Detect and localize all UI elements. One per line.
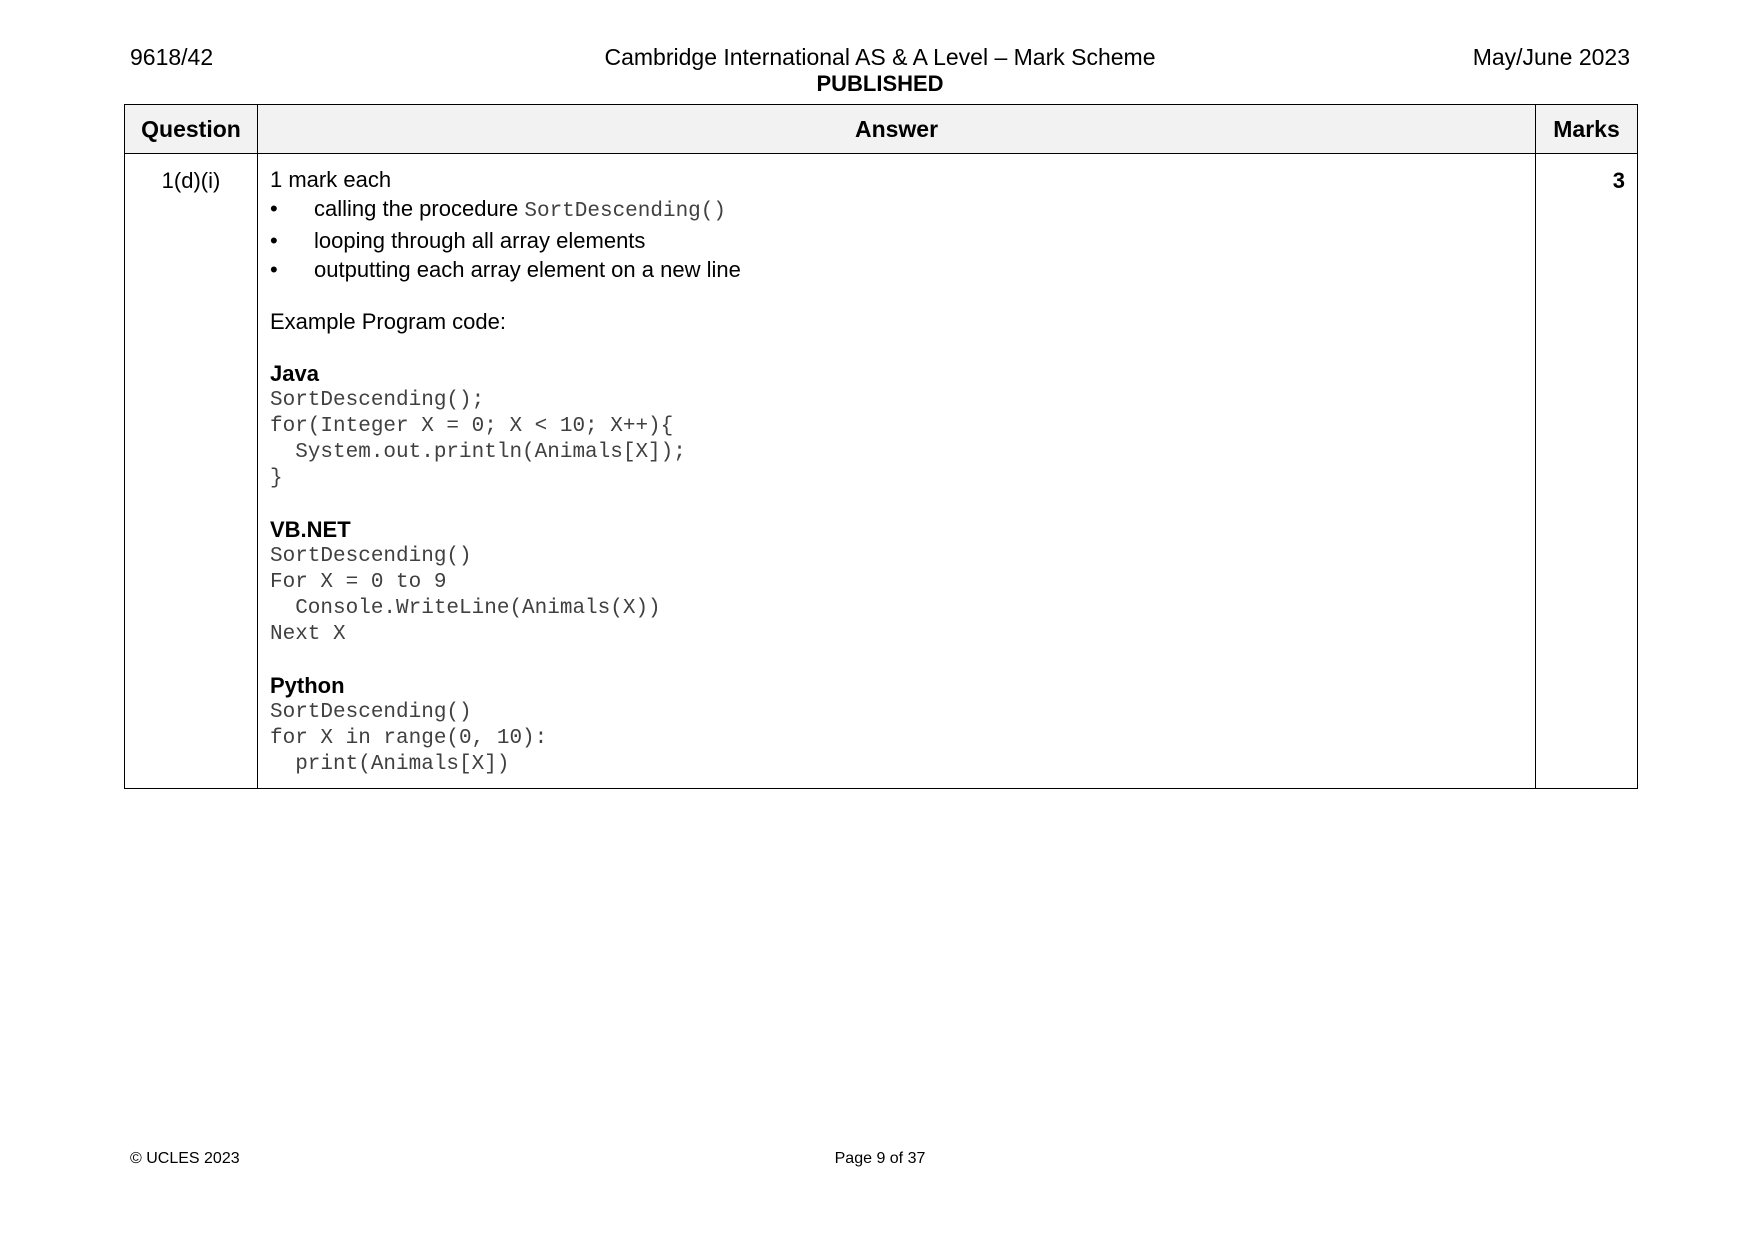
document-title: Cambridge International AS & A Level – Mark Scheme — [604, 44, 1156, 70]
marking-points-list — [270, 194, 1523, 284]
java-heading: Java — [270, 361, 319, 386]
vbnet-code-block: SortDescending() For X = 0 to 9 Console.WriteLine(Animals(X)) Next X — [270, 545, 661, 646]
python-code-block: SortDescending() for X in range(0, 10): print(Animals[X]) — [270, 701, 548, 776]
marking-point-text: outputting each array element on a new line — [314, 257, 741, 282]
answer-column-header: Answer — [258, 105, 1536, 154]
marking-point-code: SortDescending() — [524, 200, 726, 223]
page-header — [130, 44, 1630, 104]
page-number: Page 9 of 37 — [834, 1150, 926, 1167]
marking-point — [270, 194, 1523, 226]
python-heading: Python — [270, 673, 345, 698]
marks-value: 3 — [1536, 154, 1638, 789]
marks-column-header: Marks — [1536, 105, 1638, 154]
published-label: PUBLISHED — [816, 71, 944, 96]
marking-point — [270, 255, 1523, 284]
example-code-label: Example Program code: — [270, 309, 506, 334]
mark-scheme-table — [124, 104, 1638, 789]
vbnet-heading: VB.NET — [270, 517, 351, 542]
question-number: 1(d)(i) — [125, 154, 258, 789]
java-code-block: SortDescending(); for(Integer X = 0; X < 10; X++){ System.out.println(Animals[X]); } — [270, 389, 686, 490]
marking-point — [270, 226, 1523, 255]
marking-point-text: looping through all array elements — [314, 228, 646, 253]
marking-point-text: calling the procedure — [314, 196, 525, 221]
copyright-notice: © UCLES 2023 — [130, 1150, 240, 1167]
answer-cell — [258, 154, 1536, 789]
question-column-header: Question — [125, 105, 258, 154]
mark-allocation-note: 1 mark each — [270, 167, 392, 192]
table-header-row — [125, 105, 1638, 154]
paper-code: 9618/42 — [130, 44, 214, 70]
table-row — [125, 154, 1638, 789]
exam-session: May/June 2023 — [1472, 44, 1630, 70]
